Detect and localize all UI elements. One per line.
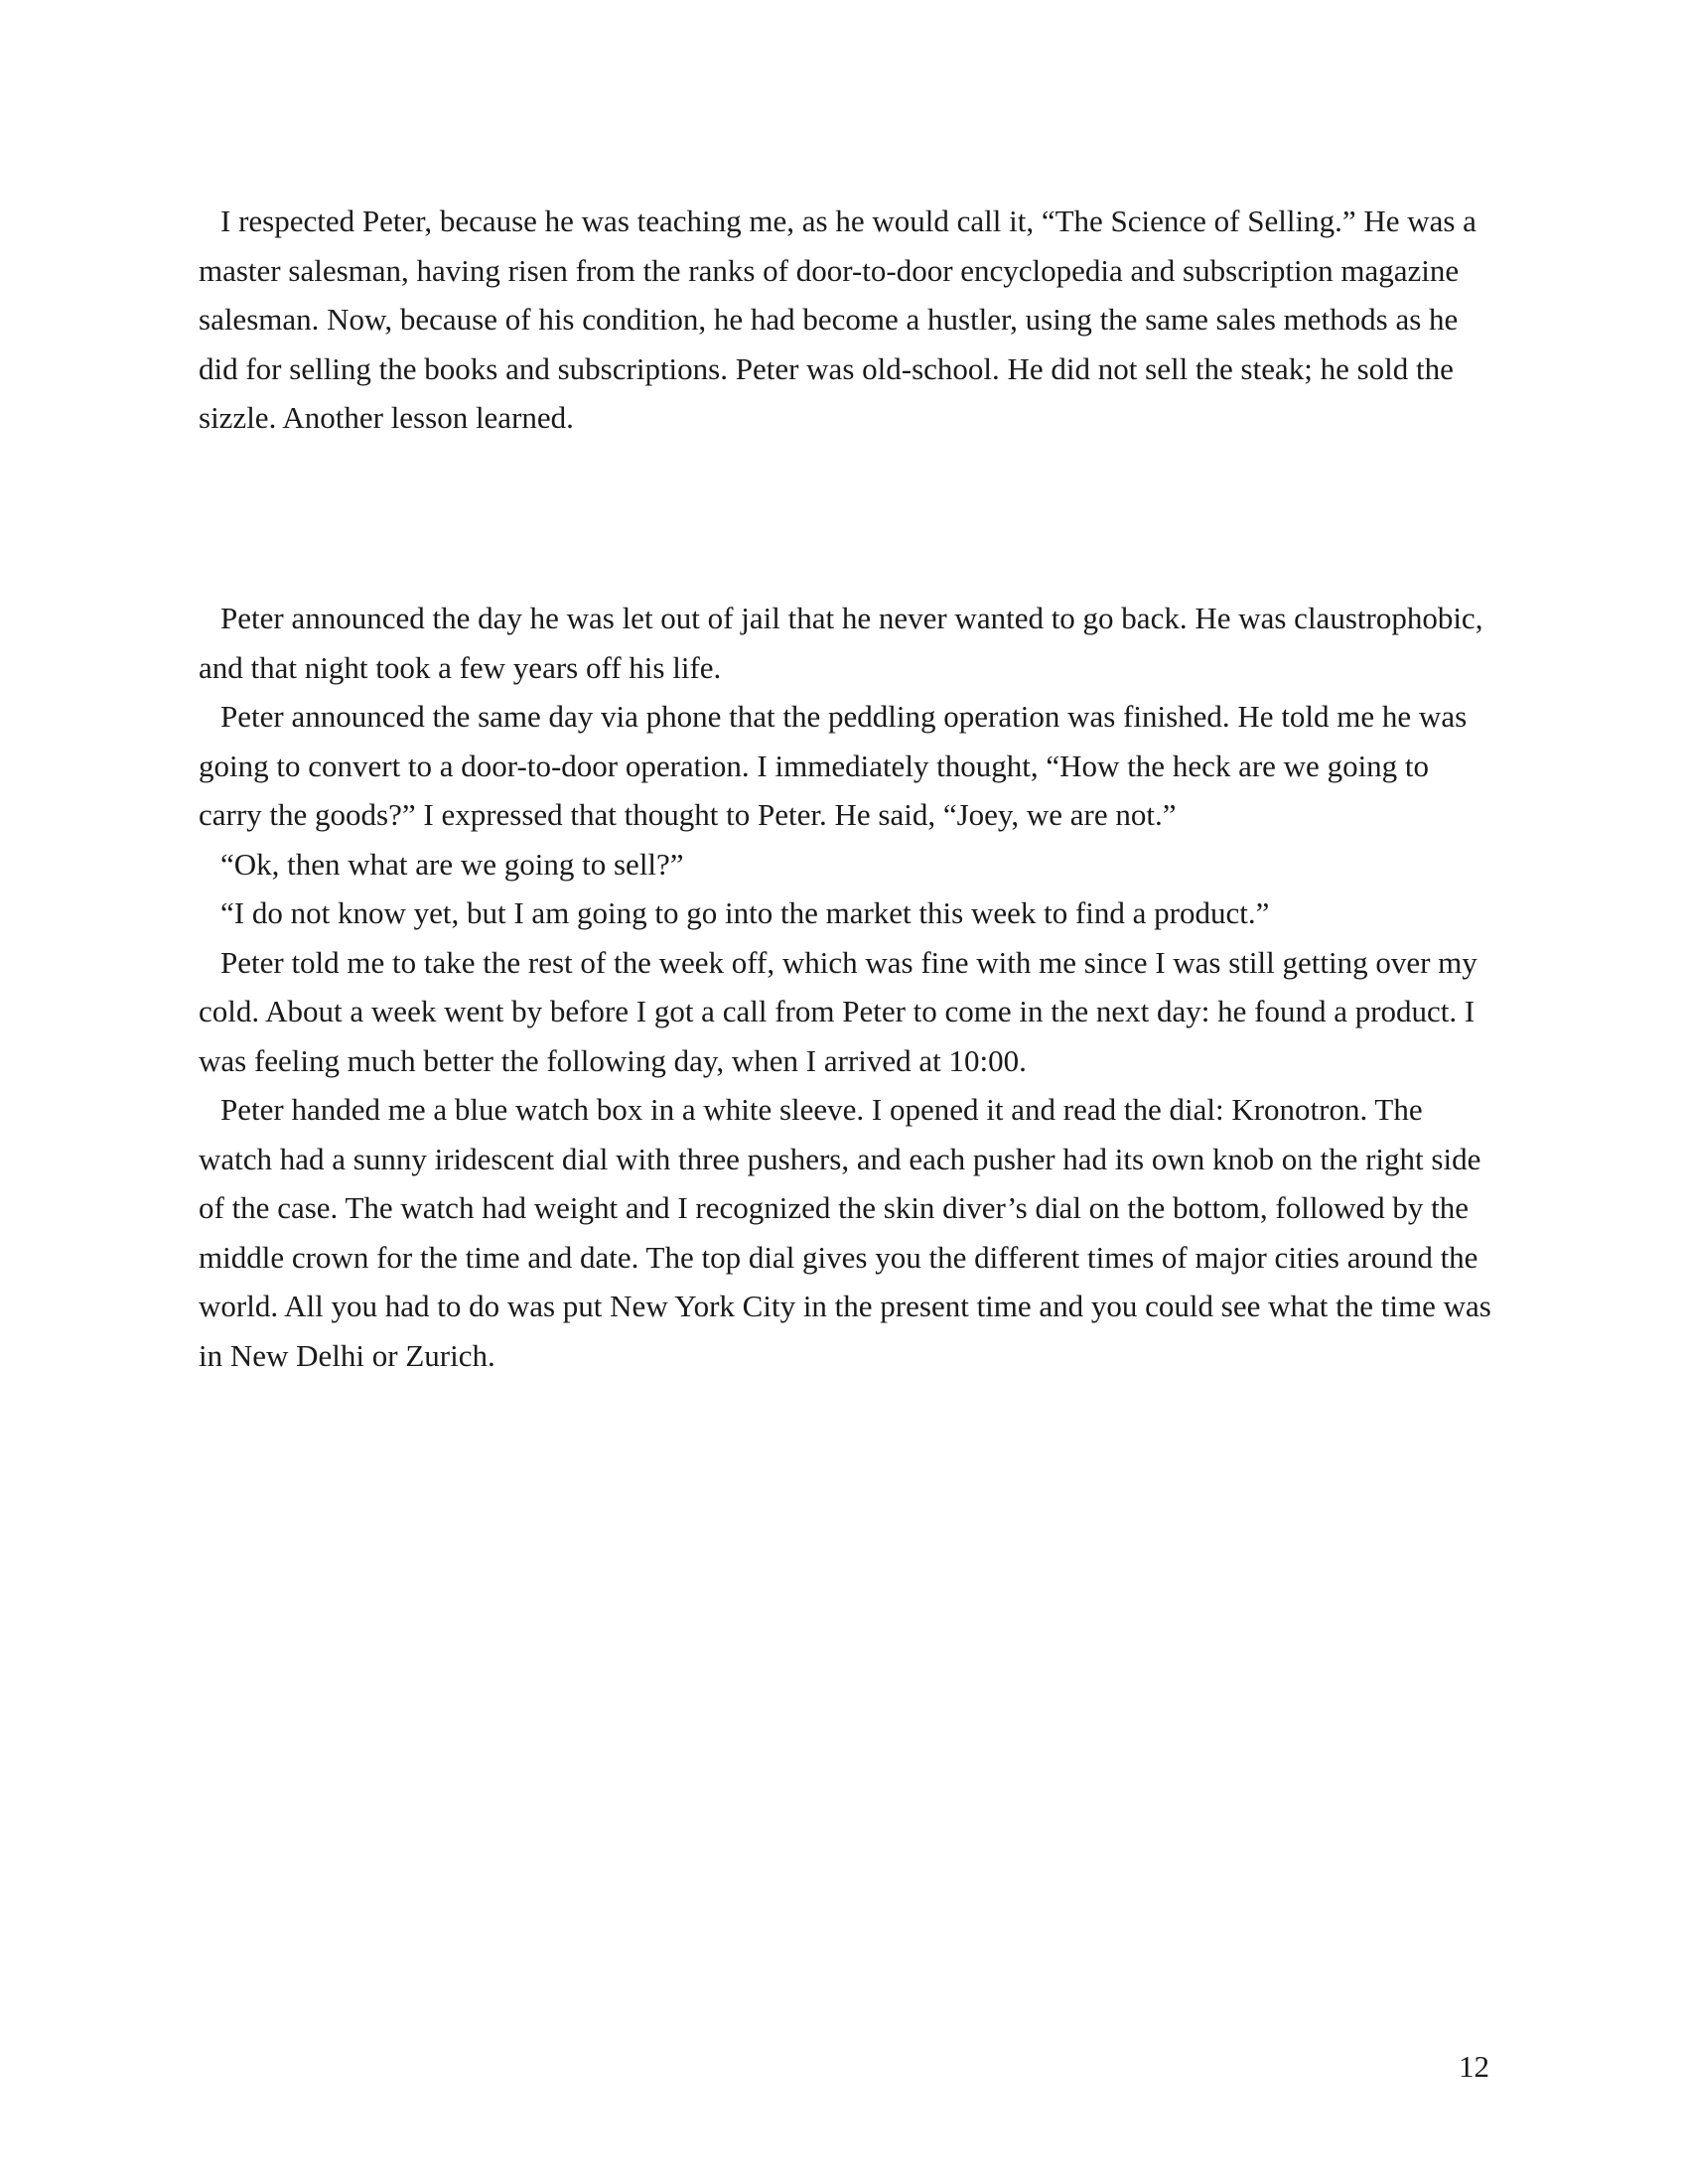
page-number: 12 [1459, 2049, 1489, 2084]
text-section-1 [199, 197, 1491, 443]
paragraph: I respected Peter, because he was teaching me, as he would call it, “The Science of Selling.” He was a master salesman, having risen from the ranks of door-to-door encyclopedia and subscription magazine salesman. Now, because of his condition, he had become a hustler, using the same sales methods as he did for selling the books and subscriptions. Peter was old-school. He did not sell the steak; he sold the sizzle. Another lesson learned. [199, 204, 1477, 435]
text-section-2 [199, 594, 1491, 1380]
paragraph: Peter handed me a blue watch box in a white sleeve. I opened it and read the dial: Kronotron. The watch had a sunny iridescent dial with three pushers, and each pusher had its own knob on the right side of the case. The watch had weight and I recognized the skin diver’s dial on the bottom, followed by the middle crown for the time and date. The top dial gives you the different times of major cities around the world. All you had to do was put New York City in the present time and you could see what the time was in New Delhi or Zurich. [199, 1092, 1491, 1373]
paragraph: “I do not know yet, but I am going to go into the market this week to find a product.” [220, 895, 1270, 930]
paragraph: Peter announced the day he was let out of jail that he never wanted to go back. He was claustrophobic, and that night took a few years off his life. [199, 601, 1483, 685]
paragraph: Peter told me to take the rest of the week off, which was fine with me since I was still getting over my cold. About a week went by before I got a call from Peter to come in the next day: he found a product. I was feeling much better the following day, when I arrived at 10:00. [199, 944, 1477, 1078]
paragraph: Peter announced the same day via phone that the peddling operation was finished. He told me he was going to convert to a door-to-door operation. I immediately thought, “How the heck are we going to carry the goods?” I expressed that thought to Peter. He said, “Joey, we are not.” [199, 699, 1468, 832]
paragraph: “Ok, then what are we going to sell?” [220, 846, 684, 882]
